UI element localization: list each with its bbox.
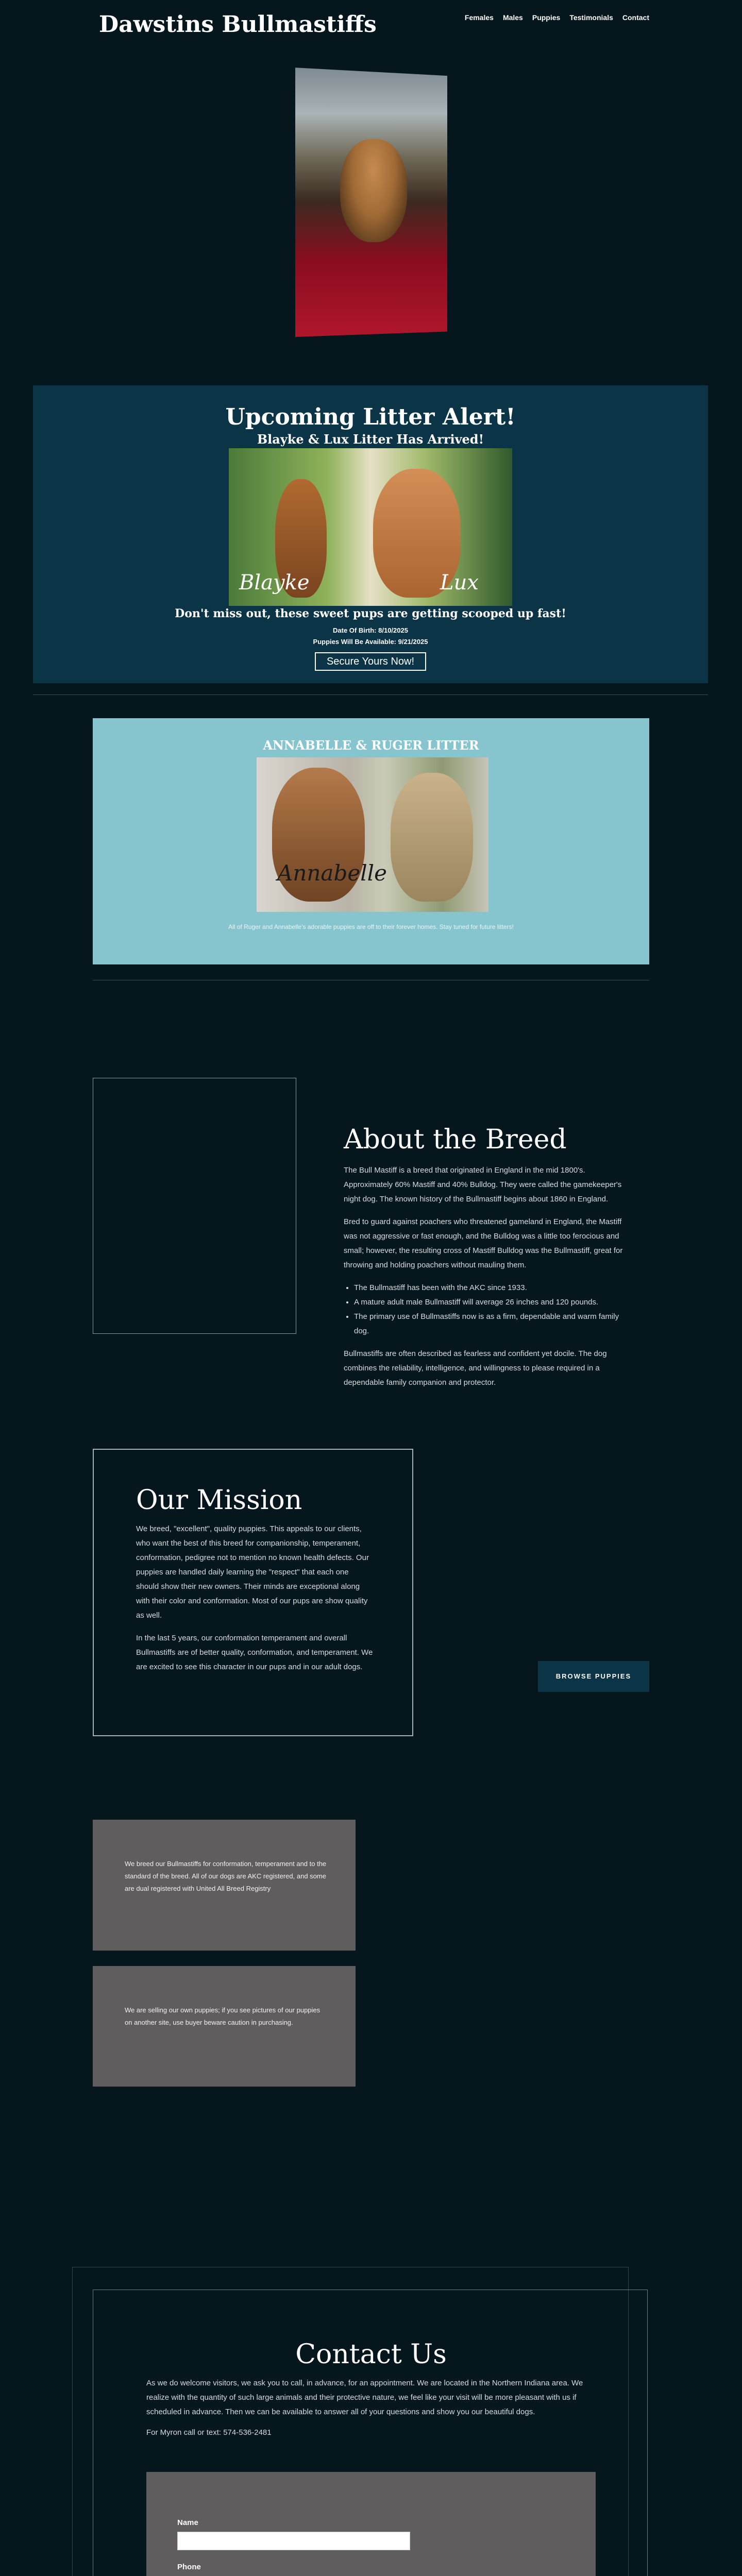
phone-label: Phone xyxy=(177,2563,201,2571)
mission-title: Our Mission xyxy=(136,1485,302,1516)
alert-message: Don't miss out, these sweet pups are getting scooped up fast! xyxy=(175,607,566,620)
contact-title: Contact Us xyxy=(295,2339,447,2370)
date-of-birth: Date Of Birth: 8/10/2025 xyxy=(333,626,408,634)
dog-ruger xyxy=(391,773,473,902)
name-label: Name xyxy=(177,2518,198,2527)
annabelle-ruger-photo xyxy=(257,757,488,912)
litter-caption: All of Ruger and Annabelle's adorable puppies are off to their forever homes. Stay tuned for future litters! xyxy=(228,923,514,930)
mission-paragraph: In the last 5 years, our conformation temperament and overall Bullmastiffs are of better quality, conformation, and temperament. We are excited to see this character in our pups and in our adult dogs. xyxy=(136,1634,373,1671)
litter-parents-photo xyxy=(229,448,512,606)
annabelle-ruger-litter-section xyxy=(93,718,649,964)
about-fact: • The Bullmastiff has been with the AKC since 1933. xyxy=(354,1281,626,1295)
about-title: About the Breed xyxy=(344,1124,567,1155)
nav-puppies[interactable]: Puppies xyxy=(532,13,561,22)
alert-title: Upcoming Litter Alert! xyxy=(225,404,516,430)
contact-paragraph: As we do welcome visitors, we ask you to call, in advance, for an appointment. We are located in the Northern Indiana area. We realize with the quantity of such large animals and their protective nature, we feel like your visit will be more pleasant with us if scheduled in advance. Then we can be available to answer all of your questions and show you our beautiful dogs. xyxy=(146,2379,583,2416)
mission-paragraph: We breed, "excellent", quality puppies. This appeals to our clients, who want the best of this breed for companionship, temperament, conformation, pedigree not to mention no known health defects. Our puppies are handled daily learning the "respect" that each one should show their new owners. Their minds are exceptional along with their color and conformation. Most of our pups are show quality as well. xyxy=(136,1524,369,1620)
nav-contact[interactable]: Contact xyxy=(622,13,649,22)
registration-info-box: We breed our Bullmastiffs for conformation, temperament and to the standard of the breed. All of our dogs are AKC registered, and some are dual registered with United All Breed Registry xyxy=(93,1820,356,1951)
annabelle-signature: Annabelle xyxy=(277,860,387,886)
about-fact: • The primary use of Bullmastiffs now is as a firm, dependable and warm family dog. xyxy=(354,1310,626,1338)
nav-females[interactable]: Females xyxy=(464,13,494,22)
contact-phone: For Myron call or text: 574-536-2481 xyxy=(146,2428,272,2437)
alert-subtitle: Blayke & Lux Litter Has Arrived! xyxy=(257,432,484,447)
divider xyxy=(33,694,708,695)
litter-alert-section xyxy=(33,385,708,683)
site-title[interactable]: Dawstins Bullmastiffs xyxy=(99,11,377,38)
contact-form xyxy=(146,2472,596,2576)
buyer-caution-box: We are selling our own puppies; if you see pictures of our puppies on another site, use buyer beware caution in purchasing. xyxy=(93,1966,356,2087)
about-body xyxy=(344,1163,626,1398)
about-paragraph: Bred to guard against poachers who threatened gameland in England, the Mastiff was not aggressive or fast enough, and the Bulldog was a little too ferocious and small; however, the resulting cross of Mastiff Bulldog was the Bullmastiff, great for throwing and holding poachers without mauling them. xyxy=(344,1217,623,1269)
hero-puppy-figure xyxy=(340,139,407,242)
nav-testimonials[interactable]: Testimonials xyxy=(569,13,613,22)
browse-puppies-button[interactable]: BROWSE PUPPIES xyxy=(538,1661,649,1692)
photo-label-lux: Lux xyxy=(440,571,479,595)
nav-males[interactable]: Males xyxy=(502,13,523,22)
litter-title: ANNABELLE & RUGER LITTER xyxy=(263,738,479,753)
about-image-frame xyxy=(93,1078,296,1334)
about-fact: • A mature adult male Bullmastiff will average 26 inches and 120 pounds. xyxy=(354,1295,626,1310)
availability-date: Puppies Will Be Available: 9/21/2025 xyxy=(313,638,428,646)
secure-yours-button[interactable]: Secure Yours Now! xyxy=(315,652,426,671)
about-facts-list xyxy=(344,1281,626,1338)
about-paragraph: Bullmastiffs are often described as fearless and confident yet docile. The dog combines the reliability, intelligence, and willingness to please required in a dependable family companion and protector. xyxy=(344,1349,607,1387)
contact-body xyxy=(146,2376,600,2446)
mission-body xyxy=(136,1522,373,1683)
photo-label-blayke: Blayke xyxy=(239,571,310,595)
name-input[interactable] xyxy=(177,2532,410,2550)
about-paragraph: The Bull Mastiff is a breed that originated in England in the mid 1800's. Approximately 60% Mastiff and 40% Bulldog. They were called the gamekeeper's night dog. The known history of the Bullmastiff begins about 1860 in England. xyxy=(344,1166,622,1204)
main-nav xyxy=(465,13,649,22)
